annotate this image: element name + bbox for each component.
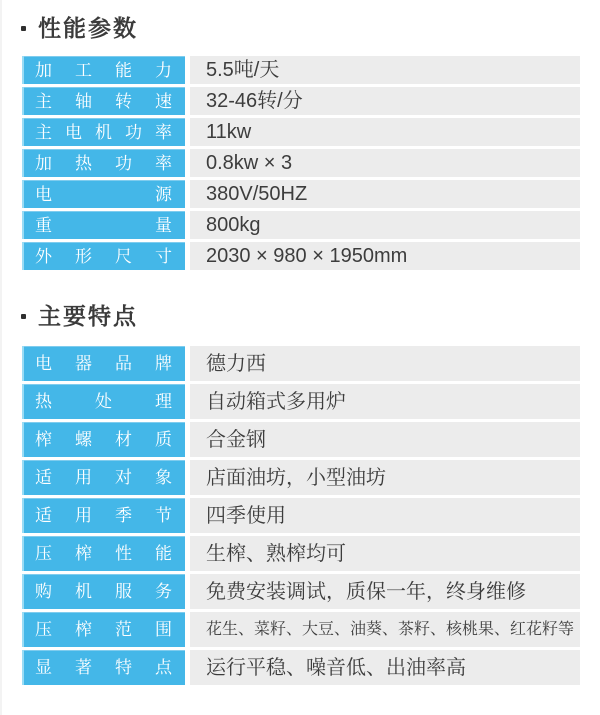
spec-value-cell [190,422,580,457]
spec-value-cell [190,242,580,270]
spec-row [22,87,580,115]
spec-label: 电源 [35,184,172,204]
spec-row [22,118,580,146]
spec-label-cell [22,346,185,381]
bullet-icon [21,314,26,319]
spec-value: 800kg [206,214,261,236]
spec-value: 5.5吨/天 [206,59,280,81]
spec-label-cell [22,180,185,208]
spec-label-cell [22,422,185,457]
spec-row [22,211,580,239]
spec-row [22,612,580,647]
spec-row [22,460,580,495]
spec-label: 压榨性能 [35,544,172,563]
spec-label: 适用对象 [35,468,172,487]
spec-value-cell [190,612,580,647]
spec-label: 热处理 [35,392,172,411]
section-title-text: 主要特点 [38,303,138,329]
spec-value-cell [190,346,580,381]
spec-value-cell [190,384,580,419]
spec-label-cell [22,118,185,146]
spec-label: 购机服务 [35,582,172,601]
spec-label-cell [22,242,185,270]
spec-value-cell [190,149,580,177]
spec-value: 自动箱式多用炉 [206,390,346,413]
spec-label-cell [22,536,185,571]
section-performance [0,0,600,270]
spec-value-cell [190,498,580,533]
spec-value-cell [190,87,580,115]
bullet-icon [21,26,26,31]
performance-table [22,56,580,270]
spec-value: 32-46转/分 [206,90,303,112]
spec-row [22,346,580,381]
spec-value: 0.8kw × 3 [206,152,293,174]
spec-row [22,536,580,571]
spec-label-cell [22,211,185,239]
spec-row [22,56,580,84]
spec-value-cell [190,650,580,685]
features-table [22,346,580,685]
spec-value: 运行平稳、噪音低、出油率高 [206,656,466,679]
spec-value-cell [190,536,580,571]
spec-value: 11kw [206,121,252,143]
spec-label: 重量 [35,215,172,235]
spec-value-cell [190,574,580,609]
spec-row [22,574,580,609]
spec-label: 加工能力 [35,60,172,80]
spec-row [22,384,580,419]
spec-value: 生榨、熟榨均可 [206,542,346,565]
spec-value-cell [190,211,580,239]
spec-label: 主轴转速 [35,91,172,111]
spec-row [22,149,580,177]
spec-label-cell [22,612,185,647]
spec-label: 主电机功率 [35,122,172,142]
spec-label: 适用季节 [35,506,172,525]
spec-value-cell [190,118,580,146]
spec-row [22,422,580,457]
spec-label: 显著特点 [35,658,172,677]
spec-label: 加热功率 [35,153,172,173]
section-title-text: 性能参数 [38,15,138,41]
spec-value: 380V/50HZ [206,183,308,205]
spec-value: 四季使用 [206,504,286,527]
spec-value: 花生、菜籽、大豆、油葵、茶籽、核桃果、红花籽等 [206,620,575,638]
spec-label-cell [22,460,185,495]
spec-row [22,650,580,685]
spec-value: 2030 × 980 × 1950mm [206,245,408,267]
spec-row [22,242,580,270]
spec-label-cell [22,498,185,533]
spec-value-cell [190,56,580,84]
spec-row [22,180,580,208]
spec-label-cell [22,384,185,419]
spec-value: 德力西 [206,352,266,375]
spec-label-cell [22,87,185,115]
spec-label-cell [22,56,185,84]
spec-label-cell [22,650,185,685]
spec-label: 电器品牌 [35,354,172,373]
section-features [0,300,600,685]
section-title-performance [21,12,600,44]
spec-value: 合金钢 [206,428,266,451]
spec-value: 免费安装调试，质保一年，终身维修 [206,580,526,603]
spec-value: 店面油坊，小型油坊 [206,466,386,489]
spec-label-cell [22,149,185,177]
spec-value-cell [190,180,580,208]
spec-label-cell [22,574,185,609]
section-title-features [21,300,600,332]
spec-label: 榨螺材质 [35,430,172,449]
spec-row [22,498,580,533]
spec-value-cell [190,460,580,495]
spec-label: 外形尺寸 [35,246,172,266]
spec-label: 压榨范围 [35,620,172,639]
